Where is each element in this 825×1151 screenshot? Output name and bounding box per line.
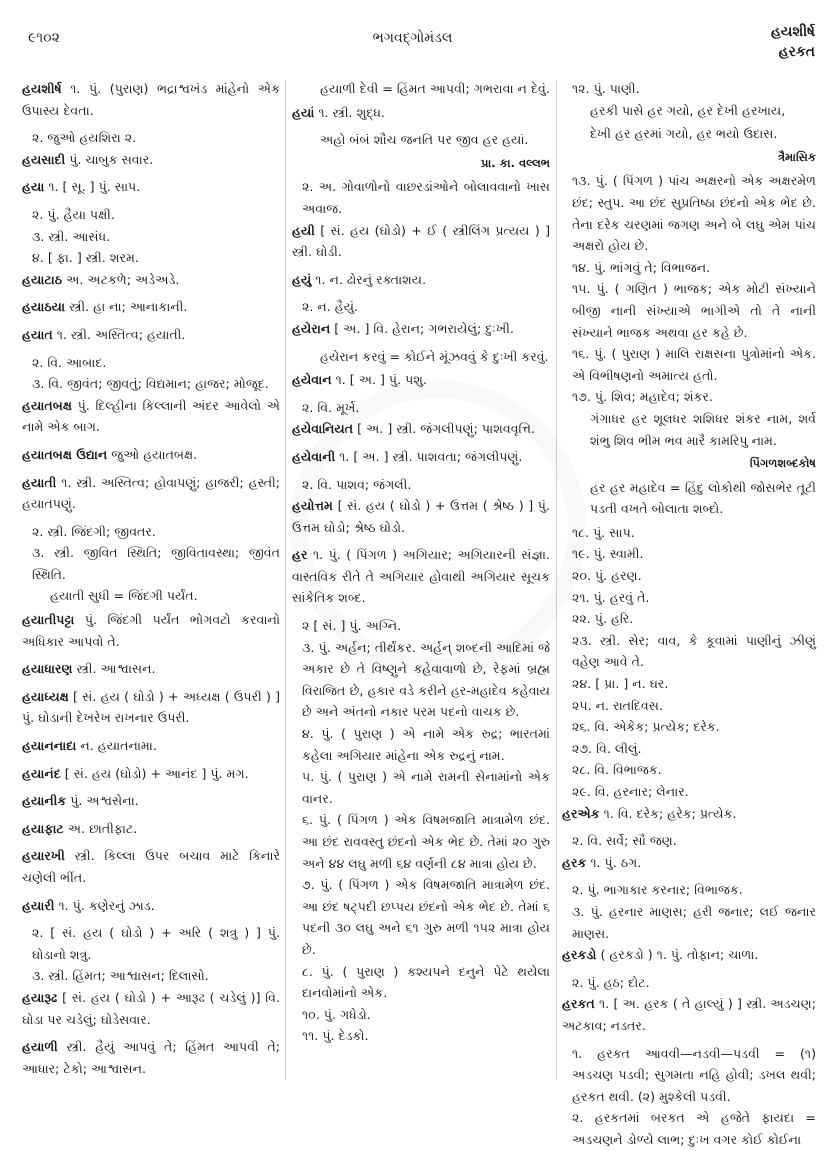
entry-quote	[562, 477, 816, 520]
entry-sense	[292, 874, 550, 960]
entry-text: ૧. પું. કણેરનું ઝાડ.	[58, 897, 155, 913]
entry-text: [ સં. હય ( ઘોડો ) + આરૂઢ ( ચડેલું )] વિ. ઘોડા પર ચડેલું; ઘોડેસવાર.	[22, 989, 280, 1027]
headword: હયાધ્યક્ષ	[22, 688, 69, 704]
entry-text: હયેરાન કરવું = કોઈને મૂંઝવવું કે દુઃખી કરવું.	[320, 348, 549, 364]
headword: હયેરાન	[292, 320, 331, 336]
guide-words	[771, 22, 815, 62]
dictionary-entry	[562, 993, 816, 1036]
entry-text: હયાળી દેવી = હિંમત આપવી; ગભરાવા ન દેવું.	[320, 81, 550, 96]
dictionary-entry	[22, 296, 280, 318]
entry-sense	[562, 543, 816, 565]
entry-quote	[562, 123, 816, 145]
book-title: ભગવદ્ગોમંડલ	[372, 30, 453, 46]
entry-text: પું. દિલ્હીના કિલ્લાની અંદર આવેલો એ નામે એક બાગ.	[22, 397, 281, 435]
entry-quote	[292, 78, 550, 100]
dictionary-entry	[22, 895, 280, 917]
entry-text: ૪. [ ફા. ] સ્ત્રી. શરમ.	[32, 250, 139, 266]
dictionary-entry	[22, 735, 280, 757]
entry-sense	[22, 521, 280, 543]
entry-text: અ. છાતીફાટ.	[67, 820, 138, 836]
headword: હયાતી	[22, 474, 57, 490]
dictionary-entry	[22, 1036, 280, 1079]
headword: હયી	[292, 222, 315, 238]
entry-sense	[292, 397, 550, 419]
entry-text: ૨. વિ. મૂર્ખ.	[302, 399, 360, 415]
dictionary-entry	[22, 324, 280, 346]
entry-text: ૨. પું. હૈયા પક્ષી.	[32, 206, 115, 222]
entry-sense	[562, 608, 816, 630]
entry-text: ૨. પું. ભાગાકાર કરનાર; વિભાજક.	[572, 882, 743, 898]
entry-sense	[562, 695, 816, 717]
entry-sense	[292, 723, 550, 766]
entry-sense	[562, 781, 816, 803]
entry-text: ૧. ન. ઢોરનું રક્તાશય.	[315, 271, 427, 287]
entry-text: ૧. સ્ત્રી. અસ્તિત્વ; હોવાપણું; હાજરી; હસ્તી; હયાતપણું.	[22, 474, 280, 512]
dictionary-entry	[22, 176, 280, 198]
dictionary-entry	[22, 395, 280, 438]
dictionary-entry	[22, 763, 280, 785]
headword: હયાફાટ	[22, 820, 64, 836]
entry-text: ૩. પું. હરનાર માણસ; હરી જનાર; લઈ જનાર માણસ.	[572, 903, 816, 941]
entry-sense	[22, 247, 280, 269]
entry-text: ૪. પું. ( પુરાણ ) એ નામે એક રુદ્ર; ભારતમાં કહેલા અગિયાર માંહેના એક રુદ્રનું નામ.	[302, 726, 550, 763]
entry-text: ૨૨. પું. હરિ.	[572, 611, 634, 627]
entry-sense	[292, 1004, 550, 1026]
dictionary-entry	[562, 852, 816, 874]
entry-sense	[22, 373, 280, 395]
entry-text: ૨. જુઓ હયશિરા ૨.	[32, 130, 137, 146]
entry-sense	[562, 972, 816, 994]
quote-attribution	[562, 147, 816, 169]
dictionary-entry	[22, 78, 280, 121]
entry-text: [ અ. ] સ્ત્રી. જંગલીપણું; પાશવવૃત્તિ.	[357, 421, 536, 437]
headword: હયાતબક્ષ	[22, 397, 72, 413]
entry-text: ૬. પું. ( પિંગળ ) એક વિષમજાતિ માત્રામેળ છંદ. આ છંદ રાવવસ્તુ છંદનો એક ભેદ છે. તેમાં ૨૦ ગુરુ અને ૪૪ લઘુ મળી ૬૪ વર્ણની ૮૪ માત્રા હોય છે.	[302, 812, 550, 871]
entry-sense	[562, 830, 816, 852]
headword: હયું	[292, 271, 312, 287]
dictionary-entry	[292, 318, 550, 340]
headword: હયા	[22, 179, 45, 195]
entry-text: જુઓ હયાતબક્ષ.	[111, 446, 198, 462]
entry-text: ૧૭. પું. શિવ; મહાદેવ; શંકર.	[572, 389, 713, 405]
headword: હરકત	[562, 996, 595, 1012]
entry-sense	[562, 278, 816, 343]
entry-text: અ. અટકળે; અડેઅડે.	[66, 271, 180, 287]
page-header	[0, 22, 825, 60]
entry-sense	[562, 78, 816, 100]
headword: હયારખી	[22, 848, 65, 864]
entry-text: ૧૫. પું. ( ગણિત ) ભાજક; એક મોટી સંખ્યાને બીજી નાની સંખ્યાએ ભાગીએ તો તે નાની સંખ્યાને ભાજક અથવા હર કહે છે.	[572, 281, 816, 340]
entry-text: ૮. પું. ( પુરાણ ) કશ્યપને દનુને પેટે થયેલા દાનવોમાંનો એક.	[302, 963, 550, 1001]
entry-sense	[562, 1107, 816, 1150]
column-2	[292, 78, 550, 1047]
entry-text: [ સં. હય ( ઘોડો ) + ઉત્તમ ( શ્રેષ્ઠ ) ] પું. ઉત્તમ ઘોડો; શ્રેષ્ઠ ઘોડો.	[292, 498, 550, 535]
headword: હયાધારણ	[22, 661, 73, 677]
entry-sense	[22, 204, 280, 226]
dictionary-entry	[292, 102, 550, 124]
entry-text: ૨. વિ. આબાદ.	[32, 354, 107, 370]
entry-text: ૧. [ સૂ. ] પું. સાપ.	[48, 179, 141, 195]
entry-quote	[292, 346, 550, 368]
entry-text: ૧. [ અ. હરક ( તે હાલ્યું ) ] સ્ત્રી. અડચણ; અટકાવ; નડતર.	[562, 996, 816, 1033]
headword: હયાનીક	[22, 793, 67, 809]
column-divider	[285, 80, 286, 1080]
entry-sense	[562, 587, 816, 609]
entry-text: ૫. પું. ( પુરાણ ) એ નામે રામની સેનામાંનો એક વાનર.	[302, 769, 550, 806]
entry-text: ૨૩. સ્ત્રી. સેર; વાવ, કે કૂવામાં પાણીનું ઝીણું વહેણ આવે તે.	[572, 632, 816, 670]
entry-sense	[292, 176, 550, 219]
entry-text: પ્રા. કા. વલ્લભ	[480, 155, 550, 170]
entry-text: ત્રૈમાસિક	[777, 149, 816, 164]
entry-text: ૩. પું. અર્હન; તીર્થંકર. અર્હન્ શબ્દની આદિમાં જે અકાર છે તે વિષ્ણુને કહેવાવાળો છે, રેફમાં બ્રહ્મ વિરાજિત છે, હકાર વડે કરીને હર-મહાદેવ કહેવાય છે અને અંતનો નકાર પરમ પદનો વાચક છે.	[302, 639, 550, 720]
entry-text: સ્ત્રી. કિલ્લા ઉપર બચાવ માટે કિનારે ચણેલી ભીંત.	[22, 848, 280, 885]
entry-text: સ્ત્રી. આશ્વાસન.	[76, 661, 156, 677]
headword: હર	[292, 547, 308, 563]
entry-quote	[292, 129, 550, 151]
headword: હયશીર્ષ	[22, 81, 62, 96]
headword: હયાટાઠ	[22, 271, 63, 287]
column-3	[562, 78, 816, 1151]
entry-text: ૨૫. ન. રાતદિવસ.	[572, 697, 663, 713]
entry-text: હર હર મહાદેવ = હિંદુ લોકોથી જોસભેર તૂટી પડતી વખતે બોલાતા શબ્દો.	[590, 479, 816, 517]
quote-attribution	[292, 153, 550, 175]
headword: હયેવાની	[292, 448, 336, 464]
entry-sense	[292, 809, 550, 874]
entry-sense	[562, 343, 816, 386]
quote-attribution	[562, 453, 816, 475]
entry-text: ૨. વિ. સર્વે; સૌ જણ.	[572, 833, 677, 849]
entry-text: ૧૬. પું. ( પુરાણ ) માલિ રાક્ષસના પુત્રોમાંનો એક. એ વિભીષણનો અમાત્ય હતો.	[572, 346, 816, 383]
entry-text: ૨. અ. ગોવાળોનો વાછરડાંઓને બોલાવવાનો ખાસ અવાજ.	[302, 179, 550, 216]
entry-text: ૩. સ્ત્રી. જીવિત સ્થિતિ; જીવિતાવસ્થા; જીવંત સ્થિતિ.	[32, 545, 280, 582]
entry-text: [ સં. હય (ઘોડો) + આનંદ ] પું. મગ.	[64, 765, 249, 781]
entry-sense	[562, 522, 816, 544]
entry-text: ૧. પું. (પુરાણ) ભદ્રાશ્વખંડ માંહેનો એક ઉપાસ્ય દેવતા.	[22, 81, 280, 118]
entry-sense	[292, 766, 550, 809]
headword: હયોત્તમ	[292, 498, 333, 514]
entry-sense	[22, 226, 280, 248]
headword: હયાતબક્ષ ઉદ્યાન	[22, 446, 108, 462]
entry-sense	[562, 565, 816, 587]
entry-text: સ્ત્રી. હા ના; આનાકાની.	[69, 299, 188, 315]
headword: હયાં	[292, 104, 315, 120]
entry-sense	[562, 386, 816, 408]
entry-text: [ અ. ] વિ. હેરાન; ગભરાયેલું; દુઃખી.	[334, 320, 514, 336]
entry-text: દેખી હર હરમાં ગયો, હર ભયો ઉદાસ.	[590, 126, 778, 142]
entry-text: ૩. સ્ત્રી. હિંમત; આશ્વાસન; દિલાસો.	[32, 968, 209, 984]
column-1	[22, 78, 280, 1085]
entry-text: ૭. પું. ( પિંગળ ) એક વિષમજાતિ માત્રામેળ છંદ. આ છંદ ષટ્પદી છપ્પય છંદનો એક ભેદ છે. તેમાં ૬ પદની ૩૦ લઘુ અને ૬૧ ગુરુ મળી ૧૫૨ માત્રા હોય છે.	[302, 877, 550, 957]
dictionary-entry	[292, 495, 550, 538]
entry-text: ૧. [ અ. ] સ્ત્રી. પાશવતા; જંગલીપણું.	[339, 448, 523, 464]
entry-text: ૨. [ સં. હય ( ઘોડો ) + અરિ ( શત્રુ ) ] પું. ઘોડાનો શત્રુ.	[32, 925, 280, 962]
entry-sense	[22, 127, 280, 149]
entry-sense	[292, 961, 550, 1004]
entry-sense	[562, 901, 816, 944]
headword: હયસાદી	[22, 151, 66, 167]
headword: હરક	[562, 854, 587, 870]
page-number: ૯૧૦૨	[28, 30, 60, 46]
dictionary-entry	[22, 149, 280, 171]
entry-quote	[562, 100, 816, 122]
headword: હયારી	[22, 897, 55, 913]
dictionary-entry	[22, 269, 280, 291]
dictionary-entry	[562, 944, 816, 966]
entry-sense	[292, 615, 550, 637]
dictionary-entry	[22, 609, 280, 652]
headword: હયાનંદ	[22, 765, 61, 781]
entry-text: ( હરકડો ) ૧. પું. તોફાન; ચાળા.	[600, 947, 759, 963]
entry-sense	[562, 630, 816, 673]
entry-sense	[562, 879, 816, 901]
entry-text: અહો બંબં શૌચ જનતિ પર જીવ હર હયાં.	[320, 132, 529, 148]
entry-text: હયાતી સુધી = જિંદગી પર્યંત.	[50, 588, 198, 604]
entry-text: ૧. પું. ( પિંગળ ) અગિયાર; અગિયારની સંજ્ઞા. વાસ્તવિક રીતે તે અગિયાર હોવાથી અગિયાર સૂચક સાંકેતિક શબ્દ.	[292, 547, 550, 606]
headword: હયેવાન	[292, 372, 332, 388]
headword: હયાતીપટ્ટા	[22, 612, 75, 628]
entry-sense	[22, 922, 280, 965]
entry-sense	[562, 170, 816, 256]
headword: હયાત	[22, 326, 53, 342]
entry-text: ૧૩. પું. ( પિંગળ ) પાંચ અક્ષરનો એક અક્ષરમેળ છંદ; સ્તુપ. આ છંદ સુપ્રતિષ્ઠા છંદનો એક ભેદ છે. તેના દરેક ચરણમાં જગણ અને બે લઘુ એમ પાંચ અક્ષરો હોય છે.	[572, 173, 816, 254]
entry-text: ગંગાધર હર શૂલધર શશિધર શંકર નામ, શર્વ શંભુ શિવ ભીમ ભવ મારૈ કામરિપુ નામ.	[590, 410, 816, 448]
entry-text: ૧૧. પું. દેડકો.	[302, 1028, 369, 1044]
entry-text: ૨. હરકતમાં બરકત એ હજેતે ફાયદા = અડચણને ડોળ્યે લાભ; દુઃખ વગર કોઈ કોઈના	[572, 1110, 816, 1147]
entry-text: ૧. પું. ઠગ.	[590, 854, 642, 870]
dictionary-entry	[22, 845, 280, 888]
entry-text: ૧. [ અ. ] પું. પશુ.	[335, 372, 427, 388]
dictionary-entry	[292, 369, 550, 391]
guide-word-first: હયશીર્ષ	[770, 24, 815, 40]
entry-text: પું. અશ્વસેના.	[70, 793, 139, 809]
entry-sense	[562, 759, 816, 781]
entry-text: ૨ [ સં. ] પું. અગ્નિ.	[302, 618, 402, 634]
dictionary-entry	[22, 472, 280, 515]
entry-text: ૨૮. વિ. વિભાજક.	[572, 762, 662, 778]
headword: હયેવાનિયત	[292, 421, 354, 437]
entry-text: ૧૨. પું. પાણી.	[572, 81, 640, 96]
entry-text: [ સં. હય ( ઘોડો ) + અધ્યક્ષ ( ઉપરી ) ] પું. ઘોડાની દેખરેખ રાખનાર ઉપરી.	[22, 688, 280, 726]
entry-text: ૨૯. વિ. હરનાર; લેનાર.	[572, 784, 689, 799]
dictionary-entry	[292, 269, 550, 291]
entry-text: ૧. સ્ત્રી. શુદ્ધ.	[318, 104, 385, 120]
entry-sense	[292, 1025, 550, 1047]
entry-text: ૨. વિ. પાશવ; જંગલી.	[302, 476, 412, 492]
entry-text: ૧. સ્ત્રી. અસ્તિત્વ; હયાતી.	[56, 326, 186, 342]
entry-sense	[562, 257, 816, 279]
entry-sense	[22, 542, 280, 585]
entry-sense	[562, 1043, 816, 1108]
entry-text: ૧. હરકત આવવી—નડવી—પડવી = (૧) અડચણ પડવી; સુગમતા નહિ હોવી; ડખલ થવી; હરકત થવી. (૨) મુશ્કેલી પડવી.	[572, 1045, 816, 1104]
entry-text: ૧. વિ. દરેક; હરેક; પ્રત્યેક.	[603, 805, 737, 821]
dictionary-entry	[22, 444, 280, 466]
entry-text: ૨. સ્ત્રી. જિંદગી; જીવતર.	[32, 523, 156, 539]
entry-text: ૧૯. પું. સ્વામી.	[572, 546, 644, 562]
entry-sense	[292, 296, 550, 318]
headword: હરકડો	[562, 947, 597, 963]
entry-text: ૨૪. [ પ્રા. ] ન. ઘર.	[572, 676, 669, 692]
dictionary-entry	[22, 686, 280, 729]
column-divider	[556, 80, 557, 1080]
entry-text: ૩. સ્ત્રી. આસંધ.	[32, 228, 111, 244]
entry-text: સ્ત્રી. હૈયું આપવું તે; હિંમત આપવી તે; આધાર; ટેકો; આશ્વાસન.	[22, 1039, 280, 1076]
entry-text: ન. હયાતનામા.	[80, 738, 157, 754]
dictionary-entry	[292, 446, 550, 468]
entry-text: પું. ચાબુક સવાર.	[69, 151, 154, 167]
dictionary-entry	[292, 544, 550, 609]
entry-text: ૨. પું. હઠ; દોટ.	[572, 974, 650, 990]
dictionary-entry	[292, 220, 550, 263]
dictionary-entry	[22, 790, 280, 812]
headword: હયારૂઢ	[22, 989, 58, 1005]
dictionary-entry	[562, 803, 816, 825]
entry-sense	[562, 716, 816, 738]
entry-text: ૨૧. પું. હરવું તે.	[572, 589, 650, 605]
entry-text: ૩. વિ. જીવંત; જીવતું; વિદ્યમાન; હાજર; મોજૂદ.	[32, 376, 269, 392]
entry-text: ૧૮. પું. સાપ.	[572, 524, 635, 540]
entry-sense	[562, 738, 816, 760]
entry-text: ૨૦. પું. હરણ.	[572, 568, 642, 584]
entry-text: ૧૪. પું. ભાંગવું તે; વિભાજન.	[572, 259, 711, 275]
entry-sense	[292, 474, 550, 496]
dictionary-entry	[22, 987, 280, 1030]
entry-sense	[292, 637, 550, 723]
guide-word-last: હરકત	[778, 44, 815, 60]
dictionary-entry	[22, 658, 280, 680]
entry-quote	[562, 408, 816, 451]
headword: હરએક	[562, 805, 600, 821]
entry-text: પિંગળશબ્દકોષ	[749, 456, 816, 471]
entry-text: [ સં. હય (ઘોડો) + ઈ ( સ્ત્રીલિંગ પ્રત્યય ) ] સ્ત્રી. ઘોડી.	[292, 222, 550, 260]
entry-text: ૧૦. પું. ગધેડો.	[302, 1006, 371, 1022]
entry-text: ૨૭. વિ. લીલું.	[572, 740, 642, 756]
headword: હયાઠયા	[22, 299, 66, 315]
entry-sense	[562, 673, 816, 695]
entry-text: હરકી પાસે હર ગયો, હર દેખી હરખાય,	[590, 102, 786, 118]
headword: હયાનનાદા	[22, 738, 77, 754]
entry-sense	[22, 352, 280, 374]
entry-text: ૨. ન. હૈયું.	[302, 299, 359, 315]
dictionary-entry	[22, 818, 280, 840]
entry-text: ૨૬. વિ. એકેક; પ્રત્યેક; દરેક.	[572, 719, 720, 735]
entry-quote	[22, 585, 280, 607]
entry-sense	[22, 965, 280, 987]
entry-text: પું. જિંદગી પર્યંત ભોગવટો કરવાનો અધિકાર આપવો તે.	[22, 612, 280, 649]
dictionary-entry	[292, 418, 550, 440]
headword: હયાળી	[22, 1039, 58, 1055]
